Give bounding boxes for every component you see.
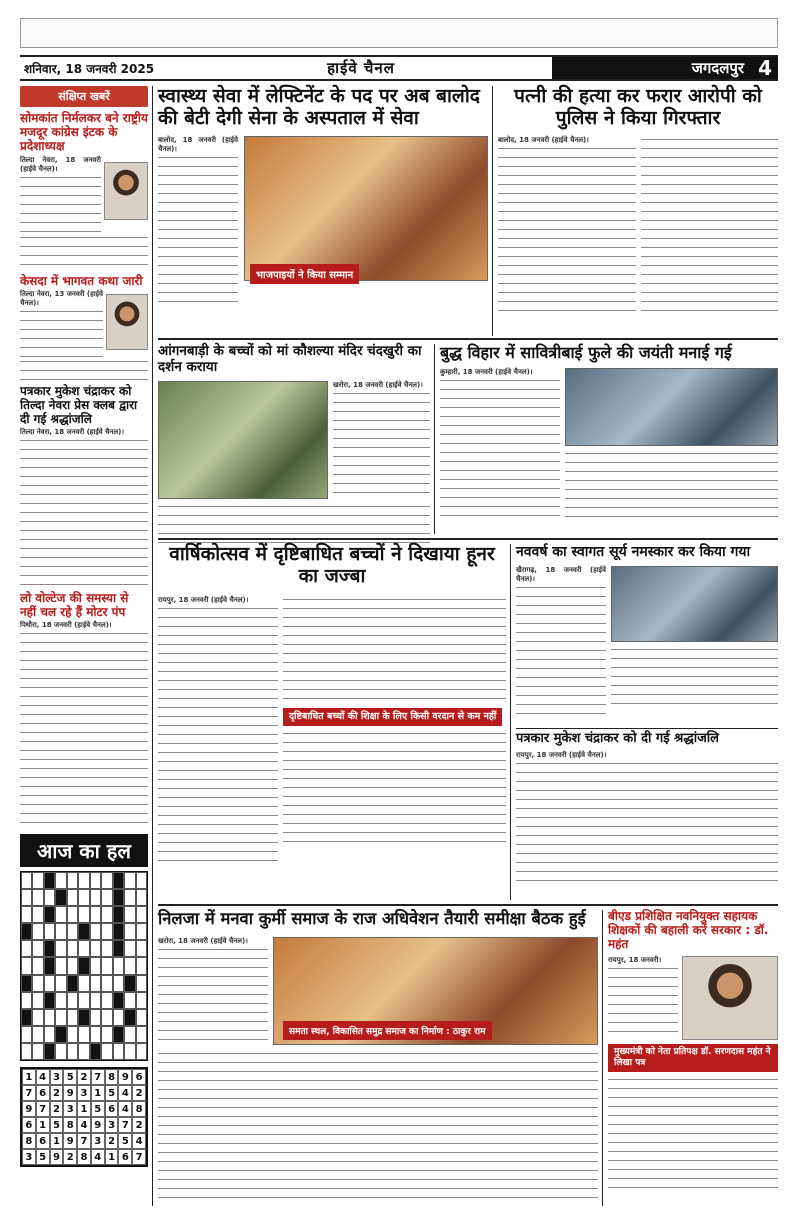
sudoku-cell: 9 (22, 1101, 36, 1117)
crossword-cell (90, 940, 101, 957)
crossword-cell (78, 957, 89, 974)
brief-3-lead: तिल्दा नेवरा, 18 जनवरी (हाईवे चैनल)। (20, 428, 125, 436)
crossword-cell (124, 872, 135, 889)
sudoku-cell: 4 (91, 1149, 105, 1165)
brief-2-body (20, 308, 103, 358)
crossword-cell (55, 957, 66, 974)
crossword-cell (44, 975, 55, 992)
crossword-cell (124, 1009, 135, 1026)
crossword-cell (44, 906, 55, 923)
crossword-cell (113, 957, 124, 974)
crossword-cell (55, 992, 66, 1009)
crossword-cell (67, 1009, 78, 1026)
murder-headline: पत्नी की हत्या कर फरार आरोपी को पुलिस ने किया गिरफ्तार (514, 85, 762, 129)
sudoku-cell: 7 (36, 1101, 50, 1117)
issue-date: शनिवार, 18 जनवरी 2025 (24, 61, 155, 76)
crossword-cell (21, 975, 32, 992)
crossword-cell (101, 1043, 112, 1060)
murder-body-2 (641, 136, 779, 316)
sudoku-cell: 9 (118, 1069, 132, 1085)
crossword-cell (78, 975, 89, 992)
crossword-cell (21, 957, 32, 974)
crossword-cell (67, 957, 78, 974)
crossword-cell (124, 889, 135, 906)
sudoku-cell: 2 (132, 1117, 146, 1133)
sudoku-cell: 4 (118, 1085, 132, 1101)
crossword-cell (136, 906, 147, 923)
sudoku-cell: 6 (36, 1133, 50, 1149)
sudoku-cell: 5 (36, 1149, 50, 1165)
crossword-cell (44, 940, 55, 957)
crossword-cell (32, 889, 43, 906)
buddha-headline: बुद्ध विहार में सावित्रीबाई फुले की जयंती मनाई गई (440, 343, 732, 362)
crossword-cell (136, 1043, 147, 1060)
tribute-dateline: रायपुर, 18 जनवरी (हाईवे चैनल)। (516, 750, 607, 759)
crossword-cell (32, 992, 43, 1009)
crossword-cell (90, 975, 101, 992)
crossword-cell (90, 1043, 101, 1060)
crossword-cell (113, 992, 124, 1009)
crossword-cell (78, 1043, 89, 1060)
crossword-cell (44, 889, 55, 906)
masthead (20, 55, 778, 81)
crossword-cell (21, 889, 32, 906)
crossword-cell (101, 992, 112, 1009)
crossword-grid (20, 871, 148, 1061)
crossword-cell (124, 957, 135, 974)
page-number: 4 (752, 57, 778, 79)
sudoku-cell: 7 (132, 1149, 146, 1165)
crossword-cell (136, 975, 147, 992)
crossword-cell (78, 940, 89, 957)
edition-city: जगदलपुर (552, 57, 752, 79)
crossword-cell (113, 1043, 124, 1060)
crossword-cell (67, 940, 78, 957)
crossword-cell (21, 940, 32, 957)
crossword-cell (32, 957, 43, 974)
crossword-cell (32, 1009, 43, 1026)
lead-headline: स्वास्थ्य सेवा में लेफ्टिनेंट के पद पर अब बालोद की बेटी देगी सेना के अस्पताल में सेवा (158, 85, 480, 129)
brief-1-title: सोमकांत निर्मलकर बने राष्ट्रीय मजदूर कांग्रेस इंटक के प्रदेशाध्यक्ष (20, 111, 148, 153)
sudoku-cell: 8 (22, 1133, 36, 1149)
crossword-cell (44, 1026, 55, 1043)
sudoku-cell: 7 (22, 1085, 36, 1101)
crossword-cell (90, 872, 101, 889)
sudoku-cell: 3 (22, 1149, 36, 1165)
sudoku-cell: 7 (118, 1117, 132, 1133)
crossword-cell (78, 1009, 89, 1026)
crossword-cell (101, 906, 112, 923)
crossword-cell (101, 872, 112, 889)
crossword-cell (67, 889, 78, 906)
crossword-cell (124, 1043, 135, 1060)
crossword-cell (113, 872, 124, 889)
buddha-body-1 (440, 377, 560, 517)
crossword-cell (21, 992, 32, 1009)
crossword-cell (44, 992, 55, 1009)
brief-1-photo (104, 162, 148, 220)
brief-3-title: पत्रकार मुकेश चंद्राकर को तिल्दा नेवरा प्रेस क्लब द्वारा दी गई श्रद्धांजलि (20, 384, 138, 426)
crossword-cell (90, 992, 101, 1009)
sudoku-cell: 3 (105, 1117, 119, 1133)
sudoku-cell: 3 (91, 1133, 105, 1149)
sudoku-cell: 4 (77, 1117, 91, 1133)
crossword-cell (136, 889, 147, 906)
sudoku-cell: 8 (105, 1069, 119, 1085)
crossword-cell (21, 906, 32, 923)
crossword-cell (44, 1043, 55, 1060)
crossword-cell (55, 1026, 66, 1043)
sudoku-cell: 1 (22, 1069, 36, 1085)
crossword-cell (78, 992, 89, 1009)
sudoku-cell: 2 (132, 1085, 146, 1101)
brief-2-title: केसदा में भागवत कथा जारी (20, 274, 143, 288)
crossword-cell (32, 906, 43, 923)
bed-body-1 (608, 965, 678, 1039)
crossword-cell (55, 889, 66, 906)
crossword-cell (55, 872, 66, 889)
crossword-cell (101, 923, 112, 940)
aang-photo (158, 381, 328, 499)
sudoku-cell: 6 (22, 1117, 36, 1133)
crossword-cell (78, 889, 89, 906)
sudoku-cell: 5 (105, 1085, 119, 1101)
murder-story (498, 86, 778, 336)
sudoku-cell: 5 (63, 1069, 77, 1085)
crossword-cell (32, 1043, 43, 1060)
annual-body-2 (283, 596, 506, 704)
sudoku-cell: 9 (50, 1149, 64, 1165)
crossword-cell (113, 906, 124, 923)
crossword-cell (90, 1026, 101, 1043)
crossword-cell (124, 906, 135, 923)
murder-dateline: बालोद, 18 जनवरी (हाईवे चैनल)। (498, 135, 589, 144)
crossword-cell (32, 872, 43, 889)
crossword-cell (101, 957, 112, 974)
crossword-cell (136, 1026, 147, 1043)
crossword-cell (124, 992, 135, 1009)
crossword-cell (101, 1009, 112, 1026)
crossword-cell (113, 923, 124, 940)
sudoku-cell: 4 (118, 1101, 132, 1117)
sudoku-cell: 3 (50, 1069, 64, 1085)
newyear-story (516, 544, 778, 724)
buddha-photo (565, 368, 778, 446)
brief-2-lead: तिल्दा नेवरा, 13 जनवरी (हाईवे चैनल)। (20, 290, 103, 307)
briefs-tag: संक्षिप्त खबरें (20, 86, 148, 107)
crossword-cell (67, 923, 78, 940)
sudoku-cell: 6 (132, 1069, 146, 1085)
crossword-cell (44, 957, 55, 974)
newyear-dateline: खैरागढ़, 18 जनवरी (हाईवे चैनल)। (516, 566, 606, 584)
crossword-cell (67, 1026, 78, 1043)
crossword-cell (78, 1026, 89, 1043)
sudoku-cell: 7 (91, 1069, 105, 1085)
crossword-cell (90, 1009, 101, 1026)
buddha-body-2 (565, 450, 778, 520)
brief-1-lead: तिल्दा नेवरा, 18 जनवरी (हाईवे चैनल)। (20, 156, 101, 173)
bed-photo (682, 956, 778, 1040)
crossword-cell (124, 923, 135, 940)
crossword-cell (32, 923, 43, 940)
crossword-cell (21, 1009, 32, 1026)
crossword-cell (55, 1043, 66, 1060)
crossword-cell (101, 940, 112, 957)
newyear-body-1 (516, 584, 606, 722)
top-ad-box (20, 18, 778, 48)
crossword-cell (136, 940, 147, 957)
crossword-cell (113, 1009, 124, 1026)
crossword-cell (124, 1026, 135, 1043)
buddha-story (440, 344, 778, 534)
brief-2-photo (106, 294, 148, 350)
tribute-headline: पत्रकार मुकेश चंद्राकर को दी गई श्रद्धांजलि (516, 731, 719, 746)
crossword-cell (55, 1009, 66, 1026)
murder-body-1 (498, 145, 636, 315)
crossword-cell (113, 1026, 124, 1043)
crossword-cell (21, 1026, 32, 1043)
sudoku-cell: 6 (105, 1101, 119, 1117)
sudoku-cell: 1 (105, 1149, 119, 1165)
sudoku-cell: 6 (118, 1149, 132, 1165)
sudoku-cell: 3 (63, 1101, 77, 1117)
crossword-cell (78, 872, 89, 889)
crossword-cell (113, 940, 124, 957)
aang-dateline: खरोरा, 18 जनवरी (हाईवे चैनल)। (333, 381, 423, 390)
aang-body-1 (333, 390, 430, 498)
brief-2-body-cont (20, 358, 148, 380)
kurmi-caption: समता स्थल, विकासित समुद्र समाज का निर्माण : ठाकुर राम (283, 1021, 492, 1040)
crossword-cell (67, 1043, 78, 1060)
crossword-cell (136, 992, 147, 1009)
crossword-cell (44, 923, 55, 940)
crossword-cell (136, 1009, 147, 1026)
crossword-cell (90, 957, 101, 974)
annual-caption: दृष्टिबाधित बच्चों की शिक्षा के लिए किसी वरदान से कम नहीं (283, 708, 502, 726)
kurmi-body-1 (158, 946, 268, 1046)
crossword-cell (90, 923, 101, 940)
crossword-cell (32, 1026, 43, 1043)
crossword-cell (67, 872, 78, 889)
sudoku-cell: 5 (118, 1133, 132, 1149)
crossword-cell (67, 906, 78, 923)
crossword-cell (21, 872, 32, 889)
newyear-headline: नववर्ष का स्वागत सूर्य नमस्कार कर किया गया (516, 544, 751, 560)
crossword-cell (101, 1026, 112, 1043)
sudoku-grid (20, 1067, 148, 1167)
sudoku-cell: 1 (77, 1101, 91, 1117)
sudoku-cell: 1 (91, 1085, 105, 1101)
bed-dateline: रायपुर, 18 जनवरी। (608, 956, 662, 965)
sudoku-cell: 2 (50, 1085, 64, 1101)
crossword-cell (44, 1009, 55, 1026)
crossword-cell (136, 923, 147, 940)
sudoku-cell: 9 (91, 1117, 105, 1133)
crossword-cell (101, 889, 112, 906)
sudoku-cell: 9 (63, 1133, 77, 1149)
crossword-cell (32, 940, 43, 957)
lead-caption: भाजपाइयों ने किया सम्मान (250, 264, 359, 284)
annual-body-1 (158, 605, 278, 865)
lead-photo (244, 136, 488, 281)
crossword-cell (55, 940, 66, 957)
bed-story (608, 910, 778, 1206)
newyear-photo (611, 566, 778, 642)
brief-4-body (20, 630, 148, 828)
sudoku-cell: 5 (50, 1117, 64, 1133)
tribute-story (516, 732, 778, 900)
brief-4-title: लो वोल्टेज की समस्या से नहीं चल रहे हैं मोटर पंप (20, 591, 129, 619)
sudoku-cell: 1 (36, 1117, 50, 1133)
sudoku-cell: 2 (105, 1133, 119, 1149)
crossword-cell (101, 975, 112, 992)
brief-1-body (20, 174, 101, 234)
sudoku-cell: 5 (91, 1101, 105, 1117)
sudoku-cell: 9 (63, 1085, 77, 1101)
sudoku-cell: 1 (50, 1133, 64, 1149)
crossword-cell (90, 906, 101, 923)
crossword-cell (90, 889, 101, 906)
crossword-cell (136, 872, 147, 889)
bed-caption: मुख्यमंत्री को नेता प्रतिपक्ष डॉ. सरणदास महंत ने लिखा पत्र (608, 1044, 778, 1072)
kurmi-story (158, 910, 598, 1206)
aang-headline: आंगनबाड़ी के बच्चों को मां कौशल्या मंदिर चंदखुरी का दर्शन कराया (158, 343, 422, 375)
brief-3-body (20, 437, 148, 587)
brief-1-body-cont (20, 234, 148, 270)
section-name: हाईवे चैनल (327, 59, 395, 77)
crossword-cell (55, 923, 66, 940)
sudoku-cell: 4 (132, 1133, 146, 1149)
puzzle-title: आज का हल (20, 834, 148, 867)
crossword-cell (21, 1043, 32, 1060)
sudoku-cell: 8 (77, 1149, 91, 1165)
brief-4-lead: पिथौरा, 18 जनवरी (हाईवे चैनल)। (20, 621, 112, 629)
crossword-cell (67, 975, 78, 992)
lead-dateline: बालोद, 18 जनवरी (हाईवे चैनल)। (158, 135, 238, 153)
sudoku-cell: 2 (63, 1149, 77, 1165)
crossword-cell (55, 906, 66, 923)
annual-dateline: रायपुर, 18 जनवरी (हाईवे चैनल)। (158, 595, 249, 604)
annual-body-3 (283, 730, 506, 848)
crossword-cell (136, 957, 147, 974)
lead-story (158, 86, 488, 314)
kurmi-dateline: खरोरा, 18 जनवरी (हाईवे चैनल)। (158, 936, 248, 945)
crossword-cell (113, 889, 124, 906)
crossword-cell (67, 992, 78, 1009)
crossword-cell (44, 872, 55, 889)
kurmi-body-2 (158, 1050, 598, 1200)
crossword-cell (32, 975, 43, 992)
bed-headline: बीएड प्रशिक्षित नवनियुक्त सहायक शिक्षकों की बहाली करें सरकार : डॉ. महंत (608, 909, 769, 951)
tribute-body (516, 760, 778, 886)
sudoku-cell: 2 (77, 1069, 91, 1085)
briefs-column (20, 86, 148, 1206)
crossword-cell (21, 923, 32, 940)
annual-story (158, 544, 506, 900)
crossword-cell (124, 940, 135, 957)
annual-headline: वार्षिकोत्सव में दृष्टिबाधित बच्चों ने दिखाया हूनर का जज्बा (169, 543, 495, 587)
aang-story (158, 344, 430, 534)
sudoku-cell: 2 (50, 1101, 64, 1117)
crossword-cell (113, 975, 124, 992)
newyear-body-2 (611, 646, 778, 710)
sudoku-cell: 4 (36, 1069, 50, 1085)
sudoku-cell: 7 (77, 1133, 91, 1149)
sudoku-cell: 8 (63, 1117, 77, 1133)
sudoku-cell: 6 (36, 1085, 50, 1101)
crossword-cell (78, 906, 89, 923)
crossword-cell (78, 923, 89, 940)
crossword-cell (124, 975, 135, 992)
bed-body-2 (608, 1076, 778, 1196)
buddha-dateline: कुम्हारी, 18 जनवरी (हाईवे चैनल)। (440, 368, 533, 377)
kurmi-headline: निलजा में मनवा कुर्मी समाज के राज अधिवेशन तैयारी समीक्षा बैठक हुई (158, 909, 586, 928)
sudoku-cell: 8 (132, 1101, 146, 1117)
sudoku-cell: 3 (77, 1085, 91, 1101)
lead-body-1 (158, 154, 238, 302)
crossword-cell (55, 975, 66, 992)
